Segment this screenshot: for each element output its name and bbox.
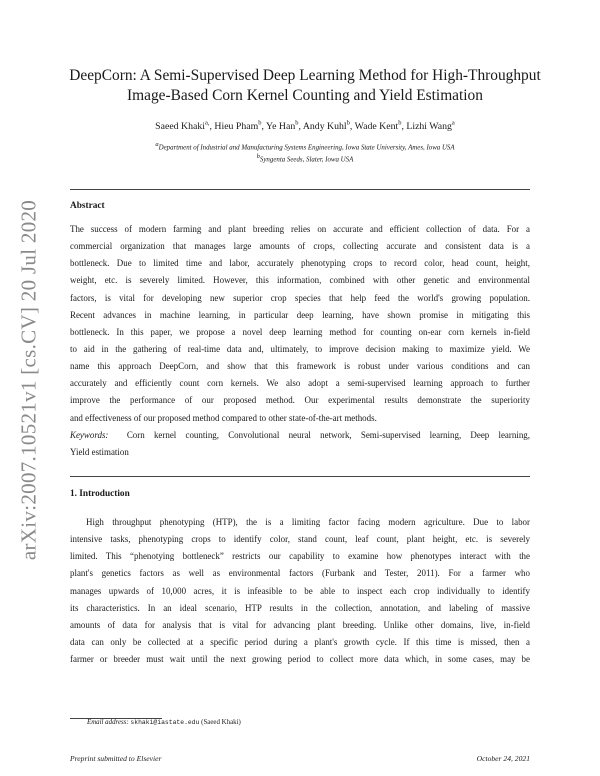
footer-preprint-note: Preprint submitted to Elsevier (70, 754, 162, 763)
abstract-line: Recent advances in machine learning, in particular deep learning, have shown promise in mitigating this (70, 309, 530, 320)
author: Hieu Pham$^b$, (214, 120, 266, 133)
author: Andy Kuhl$^b$, (302, 120, 355, 133)
footer-date: October 24, 2021 (476, 754, 530, 763)
abstract-line: weight, etc. is severely limited. However, this information, combined with other genetic and environmental (70, 275, 530, 286)
author: Wade Kent$^b$, (354, 120, 407, 133)
abstract-line: accurately and efficiently count corn kernels. We also adopt a semi-supervised learning approach to further (70, 378, 530, 389)
intro-line: limited. This “phenotying bottleneck” restricts our capability to examine how phenotypes interact with the (70, 551, 530, 562)
intro-line: farmer or breeder must wait until the next growing period to collect more data which, in some cases, may be (70, 654, 530, 665)
abstract-line: improve the performance of our proposed method. Our experimental results demonstrate the superiority (70, 395, 530, 406)
introduction-heading: 1. Introduction (70, 489, 130, 499)
intro-line: data can only be collected at a specific period during a plant's growth cycle. If this time is missed, then a (70, 636, 530, 647)
keywords-line: Yield estimation (70, 446, 129, 457)
keywords-text: Corn kernel counting, Convolutional neural network, Semi-supervised learning, Deep learning, (126, 429, 530, 440)
abstract-line: The success of modern farming and plant breeding relies on accurate and efficient collection of data. For a (70, 224, 530, 234)
intro-line: amounts of data for analysis that is vital for advancing plant breeding. Unlike other domains, live, in-field (70, 619, 530, 630)
affiliation: $^a$Department of Industrial and Manufacturing Systems Engineering, Iowa State University, Ames, Iowa USA (155, 141, 455, 152)
abstract-line: commercial organization that manages large amounts of crops, collecting accurate and consistent data is a (70, 241, 530, 252)
abstract-top-rule (70, 189, 530, 190)
abstract-line: to aid in the gathering of real-time data and, ultimately, to improve decision making to maximize yield. We (70, 343, 530, 354)
introduction-body (70, 514, 530, 668)
author-list (60, 120, 550, 132)
footnote (87, 719, 241, 726)
abstract-body (70, 221, 530, 461)
abstract-bottom-rule (70, 476, 530, 477)
intro-line: High throughput phenotyping (HTP), the is a limiting factor facing modern agriculture. Due to labor (86, 517, 530, 527)
abstract-line: name this approach DeepCorn, and show that this framework is robust under various conditions and can (70, 361, 530, 372)
author: Ye Han$^b$, (266, 120, 303, 133)
affiliation: $^b$Syngenta Seeds, Slater, Iowa USA (256, 153, 354, 164)
abstract-line: and effectiveness of our proposed method compared to other state-of-the-art methods. (70, 412, 377, 423)
intro-line: manages upwards of 10,000 acres, it is infeasible to be able to inspect each crop individually to identify (70, 585, 530, 596)
abstract-heading: Abstract (70, 201, 105, 211)
title-line-2: Image-Based Corn Kernel Counting and Yield Estimation (127, 87, 483, 104)
affiliations (60, 140, 550, 165)
footnote-email: skhaki@iastate.edu (130, 719, 200, 726)
abstract-line: factors, is vital for developing new superior crop species that help feed the world's growing population. (70, 292, 530, 303)
intro-line: plant's genetics factors as well as environmental factors (Furbank and Tester, 2011). For a farmer who (70, 568, 530, 579)
keywords-line (70, 427, 530, 444)
abstract-line: bottleneck. Due to limited time and labor, accurately phenotyping crops to record color, head count, height, (70, 258, 530, 269)
arxiv-stamp (12, 190, 46, 570)
intro-line: intensive tasks, phenotyping crops to identify color, stand count, leaf count, plant height, etc. is severely (70, 534, 530, 545)
title-line-1: DeepCorn: A Semi-Supervised Deep Learning Method for High-Throughput (69, 67, 541, 84)
keywords-label: Keywords: (70, 429, 109, 440)
intro-line: its characteristics. In an ideal scenario, HTP results in the collection, annotation, and labeling of massive (70, 602, 530, 613)
author: Lizhi Wang$^a$ (406, 120, 455, 133)
abstract-line: bottleneck. In this paper, we propose a novel deep learning method for counting on-ear corn kernels in-field (70, 326, 530, 337)
arxiv-stamp-text: arXiv:2007.10521v1 [cs.CV] 20 Jul 2020 (16, 199, 41, 561)
author: Saeed Khaki$^{a,}$, (155, 120, 215, 133)
footnote-label: Email address: (87, 719, 129, 726)
paper-title (60, 66, 550, 106)
footnote-name: (Saeed Khaki) (201, 719, 241, 726)
